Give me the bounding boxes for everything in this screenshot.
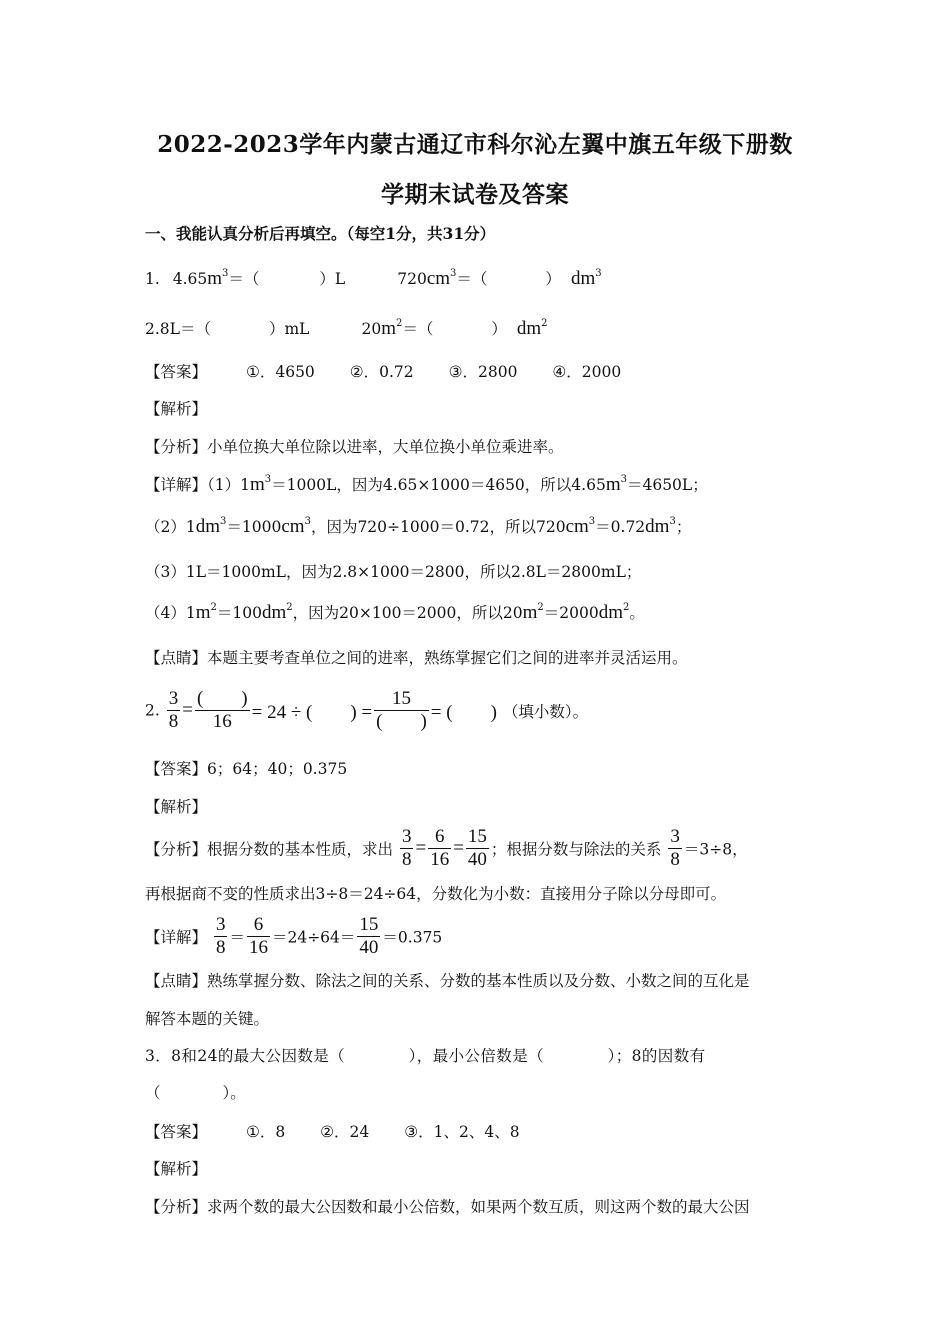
unit-m: m [381,318,396,339]
fraction [167,688,181,733]
denominator: 40 [467,849,487,870]
answer-item: ③．1、2、4、8 [404,1123,520,1141]
q1-detail-2 [145,516,691,538]
fenxi-label: 【分析】 [145,840,208,859]
fenxi-text: 根据分数的基本性质，求出 [207,840,394,859]
exponent: 3 [450,268,457,279]
detail-text: ＝0.375 [382,928,443,947]
q2-number: 2. [145,701,160,720]
q1-number: 1. [145,270,160,288]
detail-text: ＝1000 [226,518,282,536]
q2-fenxi [145,826,748,871]
q1-text: ）L [319,270,346,288]
exponent: 3 [669,516,676,527]
q1-text: ＝（ [228,270,260,288]
fenxi-text: ＝3÷8， [683,840,748,859]
q2-answer [145,758,347,780]
unit-dm: dm [645,516,670,537]
dianjing-text: 熟练掌握分数、除法之间的关系、分数的基本性质以及分数、小数之间的互化是 [207,972,750,990]
denominator: 40 [359,937,379,958]
fenxi-text: ；根据分数与除法的关系 [490,840,662,859]
numerator: 6 [428,826,451,849]
unit-m: m [605,474,621,495]
detail-text: ＝4650L； [626,476,708,494]
unit-m: m [207,268,223,289]
q3-fenxi [145,1196,750,1218]
q1-answer [145,361,621,383]
q3-jiexi: 【解析】 [145,1160,208,1178]
q1-text: ）mL [268,320,310,338]
exponent: 3 [264,474,272,485]
fenxi-text: 求两个数的最大公因数和最小公倍数，如果两个数互质，则这两个数的最大公因 [207,1198,750,1216]
unit-cm: cm [565,516,589,537]
detail-text: ＝1000L，因为4.65×1000＝4650，所以4.65 [271,476,606,494]
unit-dm: dm [195,516,221,537]
fenxi-text: 小单位换大单位除以进率，大单位换小单位乘进率。 [207,438,564,456]
answer-label: 【答案】 [145,760,208,778]
answer-text: 6；64；40；0.375 [207,760,348,778]
dianjing-label: 【点睛】 [145,649,208,667]
q2-dianjing-2: 解答本题的关键。 [145,1010,270,1028]
q2-tail: = ( ) [430,702,497,723]
q1-dianjing [145,647,688,669]
equals-sign: = [453,837,464,859]
exponent: 2 [541,318,548,329]
equals-sign: = [415,837,427,859]
fraction [374,688,429,733]
denominator: 8 [215,937,226,958]
unit-m: m [195,602,211,623]
exponent: 2 [395,318,403,329]
q1-detail-1 [145,474,708,496]
unit-dm: dm [570,268,596,289]
q3-question-1: 3．8和24的最大公因数是（ ），最小公倍数是（ ）；8的因数有 [145,1047,706,1065]
answer-item: ①．4650 [245,363,315,381]
numerator: 3 [670,826,680,847]
q2-fenxi-2: 再根据商不变的性质求出3÷8＝24÷64，分数化为小数：直接用分子除以分母即可。 [145,885,727,903]
numerator: 15 [467,826,487,847]
answer-label: 【答案】 [145,1123,208,1141]
denominator: 8 [670,849,680,870]
unit-m: m [522,602,538,623]
denominator: 16 [212,711,232,732]
fraction [357,914,380,959]
exponent: 3 [220,516,227,527]
numerator: 15 [359,914,379,935]
exponent: 2 [286,602,293,613]
numerator: 3 [168,688,179,709]
q2-dianjing [145,970,750,992]
exponent: 2 [537,602,544,613]
detail-text: 。 [629,604,645,622]
fenxi-label: 【分析】 [145,438,208,456]
q3-answer [145,1121,520,1143]
unit-cm: cm [426,268,451,289]
exponent: 2 [623,602,630,613]
title-line-2: 学期末试卷及答案 [381,181,569,208]
q2-jiexi: 【解析】 [145,798,208,816]
q1-text: ） [545,270,561,288]
q1-fenxi [145,436,564,458]
numerator: 3 [401,826,412,847]
q1-row1 [145,268,602,290]
q1-detail-4 [145,602,645,624]
fenxi-label: 【分析】 [145,1198,208,1216]
equals-sign: ＝ [229,928,245,947]
dianjing-label: 【点睛】 [145,972,208,990]
fraction [466,826,489,871]
answer-item: ③．2800 [448,363,518,381]
answer-label: 【答案】 [145,363,208,381]
numerator: 15 [374,688,429,711]
fraction [400,826,414,871]
q1-value-d: 20 [361,320,382,338]
q1-row2 [145,318,548,340]
numerator: ( ) [196,688,248,709]
equals-sign: = [182,699,193,721]
detail-text: （2）1 [145,518,196,536]
detail-text: ＝0.72 [595,518,646,536]
denominator: 16 [248,937,268,958]
exponent: 3 [595,268,602,279]
q1-jiexi: 【解析】 [145,400,208,418]
dianjing-text: 本题主要考查单位之间的进率，熟练掌握它们之间的进率并灵活运用。 [207,649,688,667]
detail-text: ＝100 [216,604,262,622]
unit-dm: dm [598,602,623,623]
detail-text: ； [675,518,692,536]
unit-dm: dm [261,602,287,623]
q1-text: ） [491,320,507,338]
fraction [214,914,228,959]
denominator: 16 [430,849,450,870]
q1-text: ＝（ [402,320,434,338]
detail-text: ，因为720÷1000＝0.72，所以720 [310,518,566,536]
xiangjie-label: 【详解】 [145,928,208,947]
denominator: ( ) [376,711,427,732]
fraction [668,826,682,871]
q1-detail-3: （3）1L＝1000mL，因为2.8×1000＝2800，所以2.8L＝2800mL； [145,563,642,581]
title-line-1: 2022-2023学年内蒙古通辽市科尔沁左翼中旗五年级下册数 [157,131,793,158]
exponent: 3 [304,516,311,527]
fraction [195,688,250,733]
unit-m: m [250,474,265,495]
q2-question [145,688,588,733]
section-heading: 一、我能认真分析后再填空。（每空1分，共31分） [145,224,496,243]
unit-dm: dm [516,318,542,339]
numerator: 6 [247,914,270,937]
answer-item: ①．8 [245,1123,286,1141]
exponent: 3 [588,516,596,527]
answer-item: ②．24 [320,1123,370,1141]
denominator: 8 [168,711,179,732]
q2-detail [145,914,442,959]
q1-value-b: 720 [397,270,427,288]
q2-note: （填小数）。 [502,702,589,721]
q3-question-2: （ ）。 [145,1084,246,1102]
answer-item: ④．2000 [552,363,622,381]
numerator: 3 [215,914,226,935]
q1-text: ＝（ [456,270,488,288]
fraction [247,914,270,959]
answer-item: ②．0.72 [349,363,414,381]
q1-value-a: 4.65 [172,270,208,288]
fraction [428,826,451,871]
q1-value-c: 2.8L＝（ [145,320,211,338]
detail-text: ＝24÷64＝ [271,928,356,947]
detail-text: ＝2000 [543,604,599,622]
q2-middle: = 24 ÷ ( ) = [251,702,373,723]
denominator: 8 [401,849,412,870]
detail-text: （1）1 [207,476,250,494]
unit-cm: cm [281,516,305,537]
detail-text: （4）1 [145,604,196,622]
detail-text: ，因为20×100＝2000，所以20 [292,604,523,622]
exponent: 3 [620,474,627,485]
xiangjie-label: 【详解】 [145,476,208,494]
exponent: 2 [210,602,217,613]
exponent: 3 [222,268,229,279]
